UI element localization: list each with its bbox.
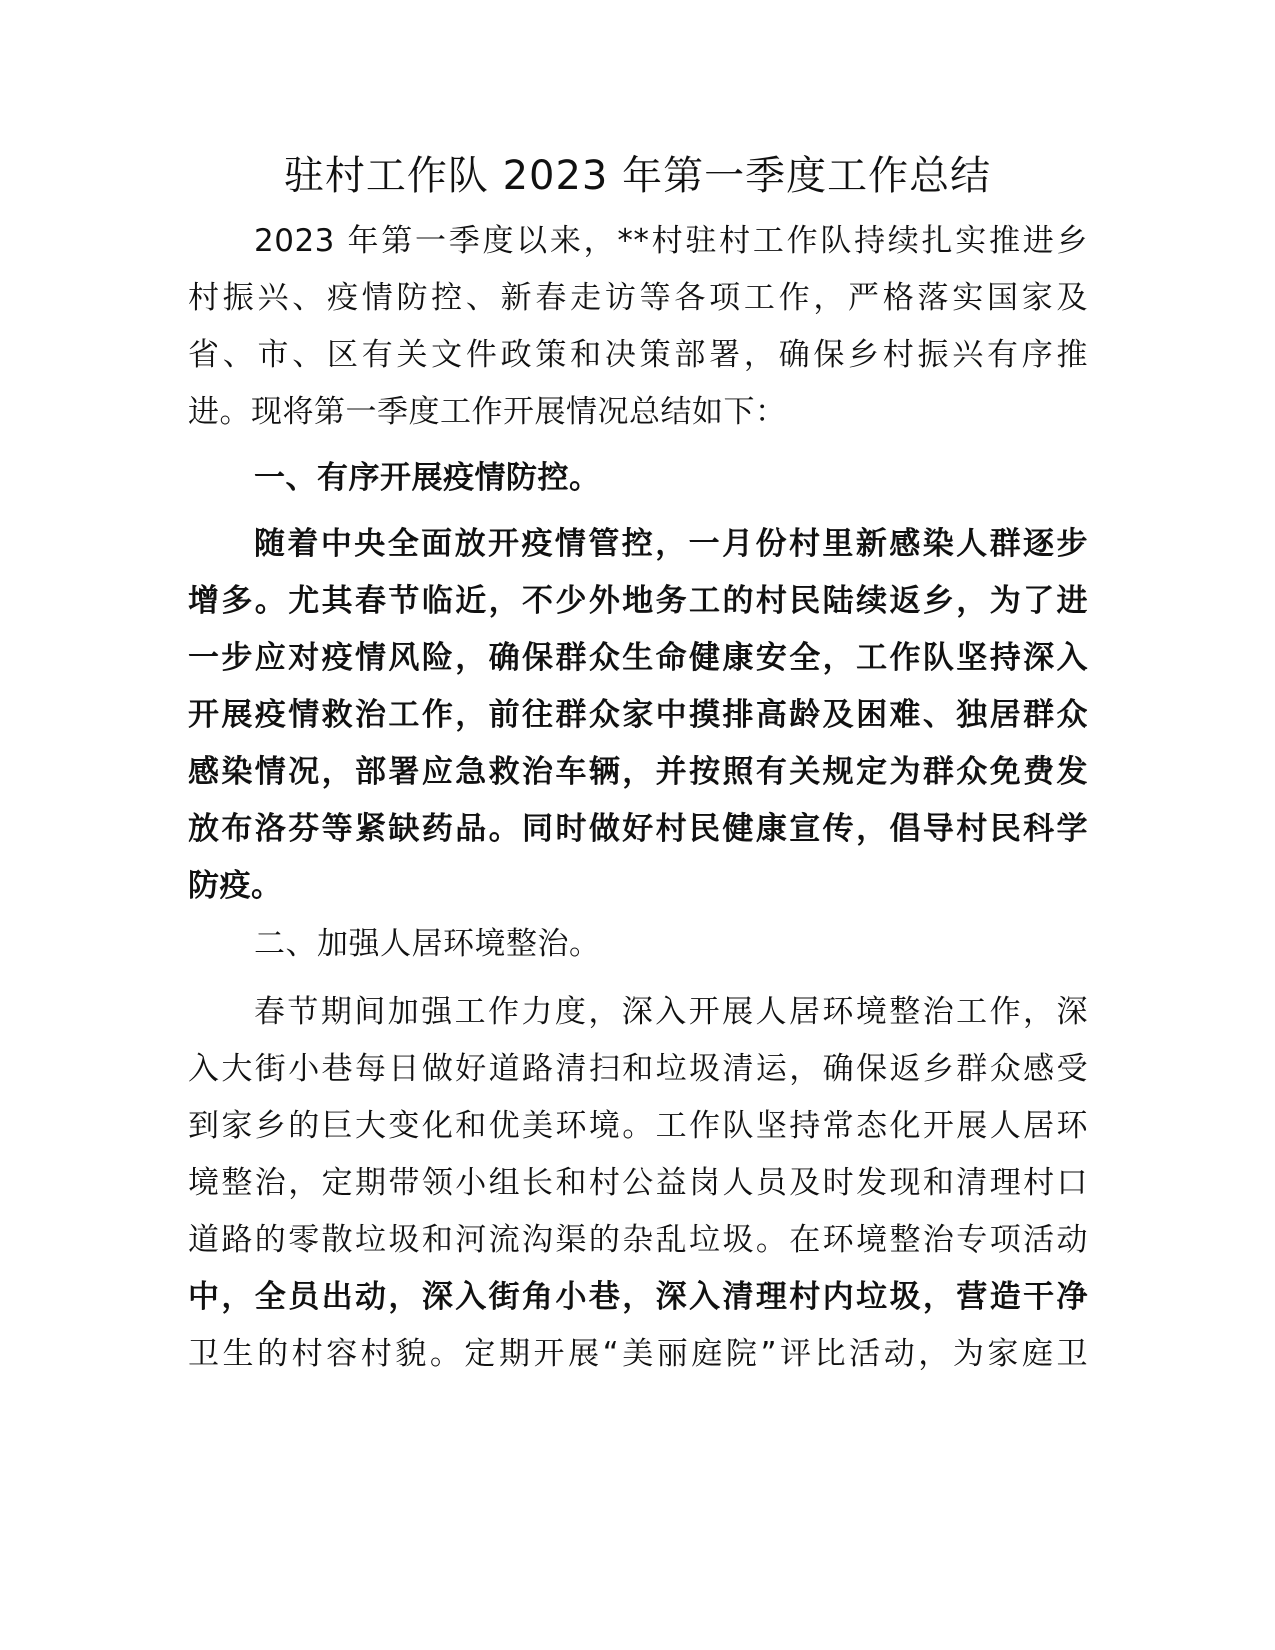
paragraph-line: 道路的零散垃圾和河流沟渠的杂乱垃圾。在环境整治专项活动 <box>188 1222 1088 1258</box>
paragraph-line: 入大街小巷每日做好道路清扫和垃圾清运，确保返乡群众感受 <box>188 1051 1088 1087</box>
section-heading-1: 一、有序开展疫情防控。 <box>254 460 601 496</box>
paragraph-line: 村振兴、疫情防控、新春走访等各项工作，严格落实国家及 <box>188 280 1088 316</box>
paragraph-line: 中，全员出动，深入街角小巷，深入清理村内垃圾，营造干净 <box>188 1279 1088 1315</box>
document-title: 驻村工作队 2023 年第一季度工作总结 <box>283 153 992 199</box>
section2-paragraph <box>188 984 1088 1383</box>
paragraph-line: 省、市、区有关文件政策和决策部署，确保乡村振兴有序推 <box>188 337 1088 373</box>
section1-paragraph <box>188 516 1088 915</box>
paragraph-line: 卫生的村容村貌。定期开展“美丽庭院”评比活动，为家庭卫 <box>188 1336 1088 1372</box>
paragraph-line: 一步应对疫情风险，确保群众生命健康安全，工作队坚持深入 <box>188 640 1088 676</box>
intro-paragraph <box>188 213 1088 441</box>
paragraph-line: 进。现将第一季度工作开展情况总结如下： <box>188 394 787 430</box>
paragraph-line: 到家乡的巨大变化和优美环境。工作队坚持常态化开展人居环 <box>188 1108 1088 1144</box>
paragraph-line: 放布洛芬等紧缺药品。同时做好村民健康宣传，倡导村民科学 <box>188 811 1088 847</box>
paragraph-line: 境整治，定期带领小组长和村公益岗人员及时发现和清理村口 <box>188 1165 1088 1201</box>
paragraph-line: 随着中央全面放开疫情管控，一月份村里新感染人群逐步 <box>254 526 1088 562</box>
paragraph-line: 防疫。 <box>188 868 283 904</box>
paragraph-line: 2023 年第一季度以来，**村驻村工作队持续扎实推进乡 <box>254 223 1088 259</box>
paragraph-line: 增多。尤其春节临近，不少外地务工的村民陆续返乡，为了进 <box>188 583 1088 619</box>
paragraph-line: 感染情况，部署应急救治车辆，并按照有关规定为群众免费发 <box>188 754 1088 790</box>
paragraph-line: 开展疫情救治工作，前往群众家中摸排高龄及困难、独居群众 <box>188 697 1088 733</box>
section-heading-2: 二、加强人居环境整治。 <box>254 926 601 962</box>
paragraph-line: 春节期间加强工作力度，深入开展人居环境整治工作，深 <box>254 994 1088 1030</box>
